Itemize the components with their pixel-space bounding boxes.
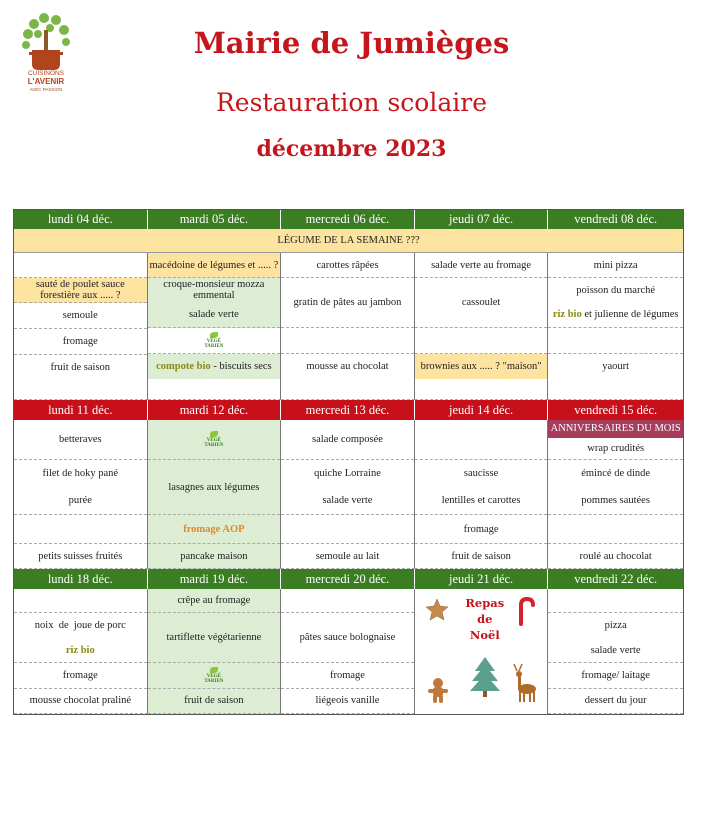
menu-item: betteraves <box>14 420 147 460</box>
menu-table <box>13 209 684 715</box>
menu-item: tartiflette végétarienne <box>148 613 281 663</box>
day-header: jeudi 07 déc. <box>415 210 549 229</box>
day-column <box>281 420 415 569</box>
day-column <box>548 589 683 714</box>
page-title: Mairie de Jumièges <box>193 26 510 60</box>
empty-slot <box>415 420 548 460</box>
menu-item: saucisse <box>463 468 499 480</box>
day-column <box>548 253 683 400</box>
menu-item: noix de joue de porc <box>34 620 126 632</box>
menu-item: crêpe au fromage <box>148 589 281 613</box>
day-column <box>148 253 282 400</box>
day-header: jeudi 21 déc. <box>415 569 549 589</box>
empty-slot <box>548 589 683 613</box>
menu-item: semoule au lait <box>315 550 380 562</box>
week1-header <box>14 210 683 229</box>
empty-slot <box>548 328 683 354</box>
day-header: mercredi 20 déc. <box>281 569 415 589</box>
menu-item: petits suisses fruités <box>38 550 123 562</box>
menu-item: liégeois vanille <box>315 695 380 707</box>
logo-line2: L'AVENIR <box>27 77 65 86</box>
menu-item: sauté de poulet sauce forestière aux ..... ? <box>14 278 147 303</box>
star-cookie-icon <box>426 599 448 620</box>
week2-header <box>14 400 683 420</box>
day-column <box>14 420 148 569</box>
day-header: jeudi 14 déc. <box>415 400 549 420</box>
day-column <box>281 589 415 714</box>
day-header: vendredi 22 déc. <box>574 571 658 586</box>
menu-item: mousse chocolat praliné <box>29 695 132 707</box>
menu-item: yaourt <box>602 361 630 372</box>
logo-line3: AVEC PASSION <box>29 87 63 92</box>
menu-item: lasagnes aux légumes <box>148 460 281 516</box>
menu-item: purée <box>14 488 147 516</box>
menu-item: pancake maison <box>180 550 248 562</box>
christmas-meal-line: de <box>477 612 493 626</box>
day-column <box>148 420 282 569</box>
menu-item: fromage AOP <box>148 515 281 544</box>
menu-item: fromage/ laitage <box>548 663 683 688</box>
menu-item-text: - biscuits secs <box>210 361 272 372</box>
menu-item: fromage <box>281 663 414 688</box>
menu-item <box>14 253 147 278</box>
menu-item: poisson du marché <box>576 284 656 296</box>
menu-item: salade composée <box>281 420 414 460</box>
vegetable-of-week-banner: LÉGUME DE LA SEMAINE ??? <box>14 229 683 253</box>
gingerbread-icon <box>428 678 448 703</box>
menu-item: cassoulet <box>415 278 548 328</box>
day-header: vendredi 15 déc. <box>574 402 658 417</box>
menu-item: semoule <box>14 303 147 329</box>
menu-item: fruit de saison <box>451 550 511 562</box>
birthday-banner: ANNIVERSAIRES DU MOIS <box>548 420 683 438</box>
vegetarian-badge-cell <box>148 663 281 688</box>
day-header: lundi 04 déc. <box>14 210 148 229</box>
menu-item: pâtes sauce bolognaise <box>281 613 414 663</box>
day-column <box>14 589 148 714</box>
menu-item: riz bio <box>14 638 147 663</box>
empty-slot <box>14 589 147 613</box>
vegetarian-badge-icon: VÉGÉ TARIEN <box>201 332 227 350</box>
menu-item <box>548 302 683 328</box>
day-column <box>148 589 282 714</box>
bio-label: compote bio <box>156 361 211 372</box>
reindeer-icon <box>514 664 536 702</box>
menu-item <box>148 354 281 379</box>
menu-item: salade verte <box>188 309 239 320</box>
menu-item: gratin de pâtes au jambon <box>281 278 414 328</box>
day-header: mercredi 13 déc. <box>281 400 415 420</box>
page-subtitle: Restauration scolaire <box>215 88 488 117</box>
menu-item: filet de hoky pané <box>42 468 119 480</box>
christmas-meal-cell <box>415 589 549 714</box>
christmas-meal-title <box>455 595 515 643</box>
vegetarian-badge-cell <box>148 420 281 460</box>
menu-item: fruit de saison <box>184 695 244 707</box>
christmas-meal-line: Repas <box>465 596 505 610</box>
menu-item: fromage <box>14 329 147 355</box>
menu-item: fruit de saison <box>50 362 111 373</box>
menu-item: fromage <box>415 515 548 544</box>
day-header: mardi 19 déc. <box>148 569 282 589</box>
day-column <box>415 420 549 569</box>
menu-item: pommes sautées <box>548 488 683 516</box>
menu-item-text: et julienne de légumes <box>581 309 679 320</box>
week2-body <box>14 420 683 569</box>
menu-item: quiche Lorraine <box>314 468 381 480</box>
day-header: mardi 12 déc. <box>148 400 282 420</box>
logo-line1: CUISINONS <box>27 70 65 77</box>
vegetarian-badge-icon: VÉGÉ TARIEN <box>201 666 227 684</box>
menu-item: lentilles et carottes <box>415 488 548 516</box>
menu-item: fromage <box>14 663 147 688</box>
menu-item: mini pizza <box>548 253 683 278</box>
empty-slot <box>281 515 414 544</box>
menu-item: émincé de dinde <box>581 468 651 480</box>
day-column <box>548 420 683 569</box>
candy-cane-icon <box>521 599 533 624</box>
menu-item: salade verte <box>548 638 683 663</box>
menu-item: carottes râpées <box>281 253 414 278</box>
menu-item: macédoine de légumes et ..... ? <box>148 253 281 278</box>
menu-item: dessert du jour <box>584 695 647 707</box>
empty-slot <box>415 328 548 354</box>
day-header: lundi 11 déc. <box>14 400 148 420</box>
day-column <box>415 253 549 400</box>
menu-item: pizza <box>604 620 627 632</box>
vegetarian-badge-cell <box>148 328 281 354</box>
menu-item: salade verte <box>281 488 414 516</box>
menu-item: roulé au chocolat <box>579 550 652 562</box>
day-header: lundi 18 déc. <box>14 569 148 589</box>
day-column <box>14 253 148 400</box>
empty-slot <box>281 589 414 613</box>
empty-slot <box>548 515 683 544</box>
menu-group <box>148 278 281 328</box>
vegetarian-badge-icon: VÉGÉ TARIEN <box>201 430 227 448</box>
menu-item: croque-monsieur mozza emmental <box>163 279 265 301</box>
week3-header <box>14 569 683 589</box>
day-column <box>281 253 415 400</box>
day-header: vendredi 08 déc. <box>574 212 658 226</box>
week1-body <box>14 253 683 400</box>
day-header: mercredi 06 déc. <box>281 210 415 229</box>
week3-body <box>14 589 683 714</box>
bio-label: riz bio <box>552 309 582 320</box>
christmas-tree-icon <box>470 657 500 697</box>
menu-month: décembre 2023 <box>256 136 447 162</box>
menu-item: brownies aux ..... ? "maison" <box>415 354 548 379</box>
christmas-meal-line: Noël <box>469 628 500 642</box>
menu-item: mousse au chocolat <box>306 361 389 372</box>
day-header: mardi 05 déc. <box>148 210 282 229</box>
menu-item: salade verte au fromage <box>415 253 548 278</box>
empty-slot <box>281 328 414 354</box>
menu-item: wrap crudités <box>548 438 683 460</box>
empty-slot <box>14 515 147 544</box>
